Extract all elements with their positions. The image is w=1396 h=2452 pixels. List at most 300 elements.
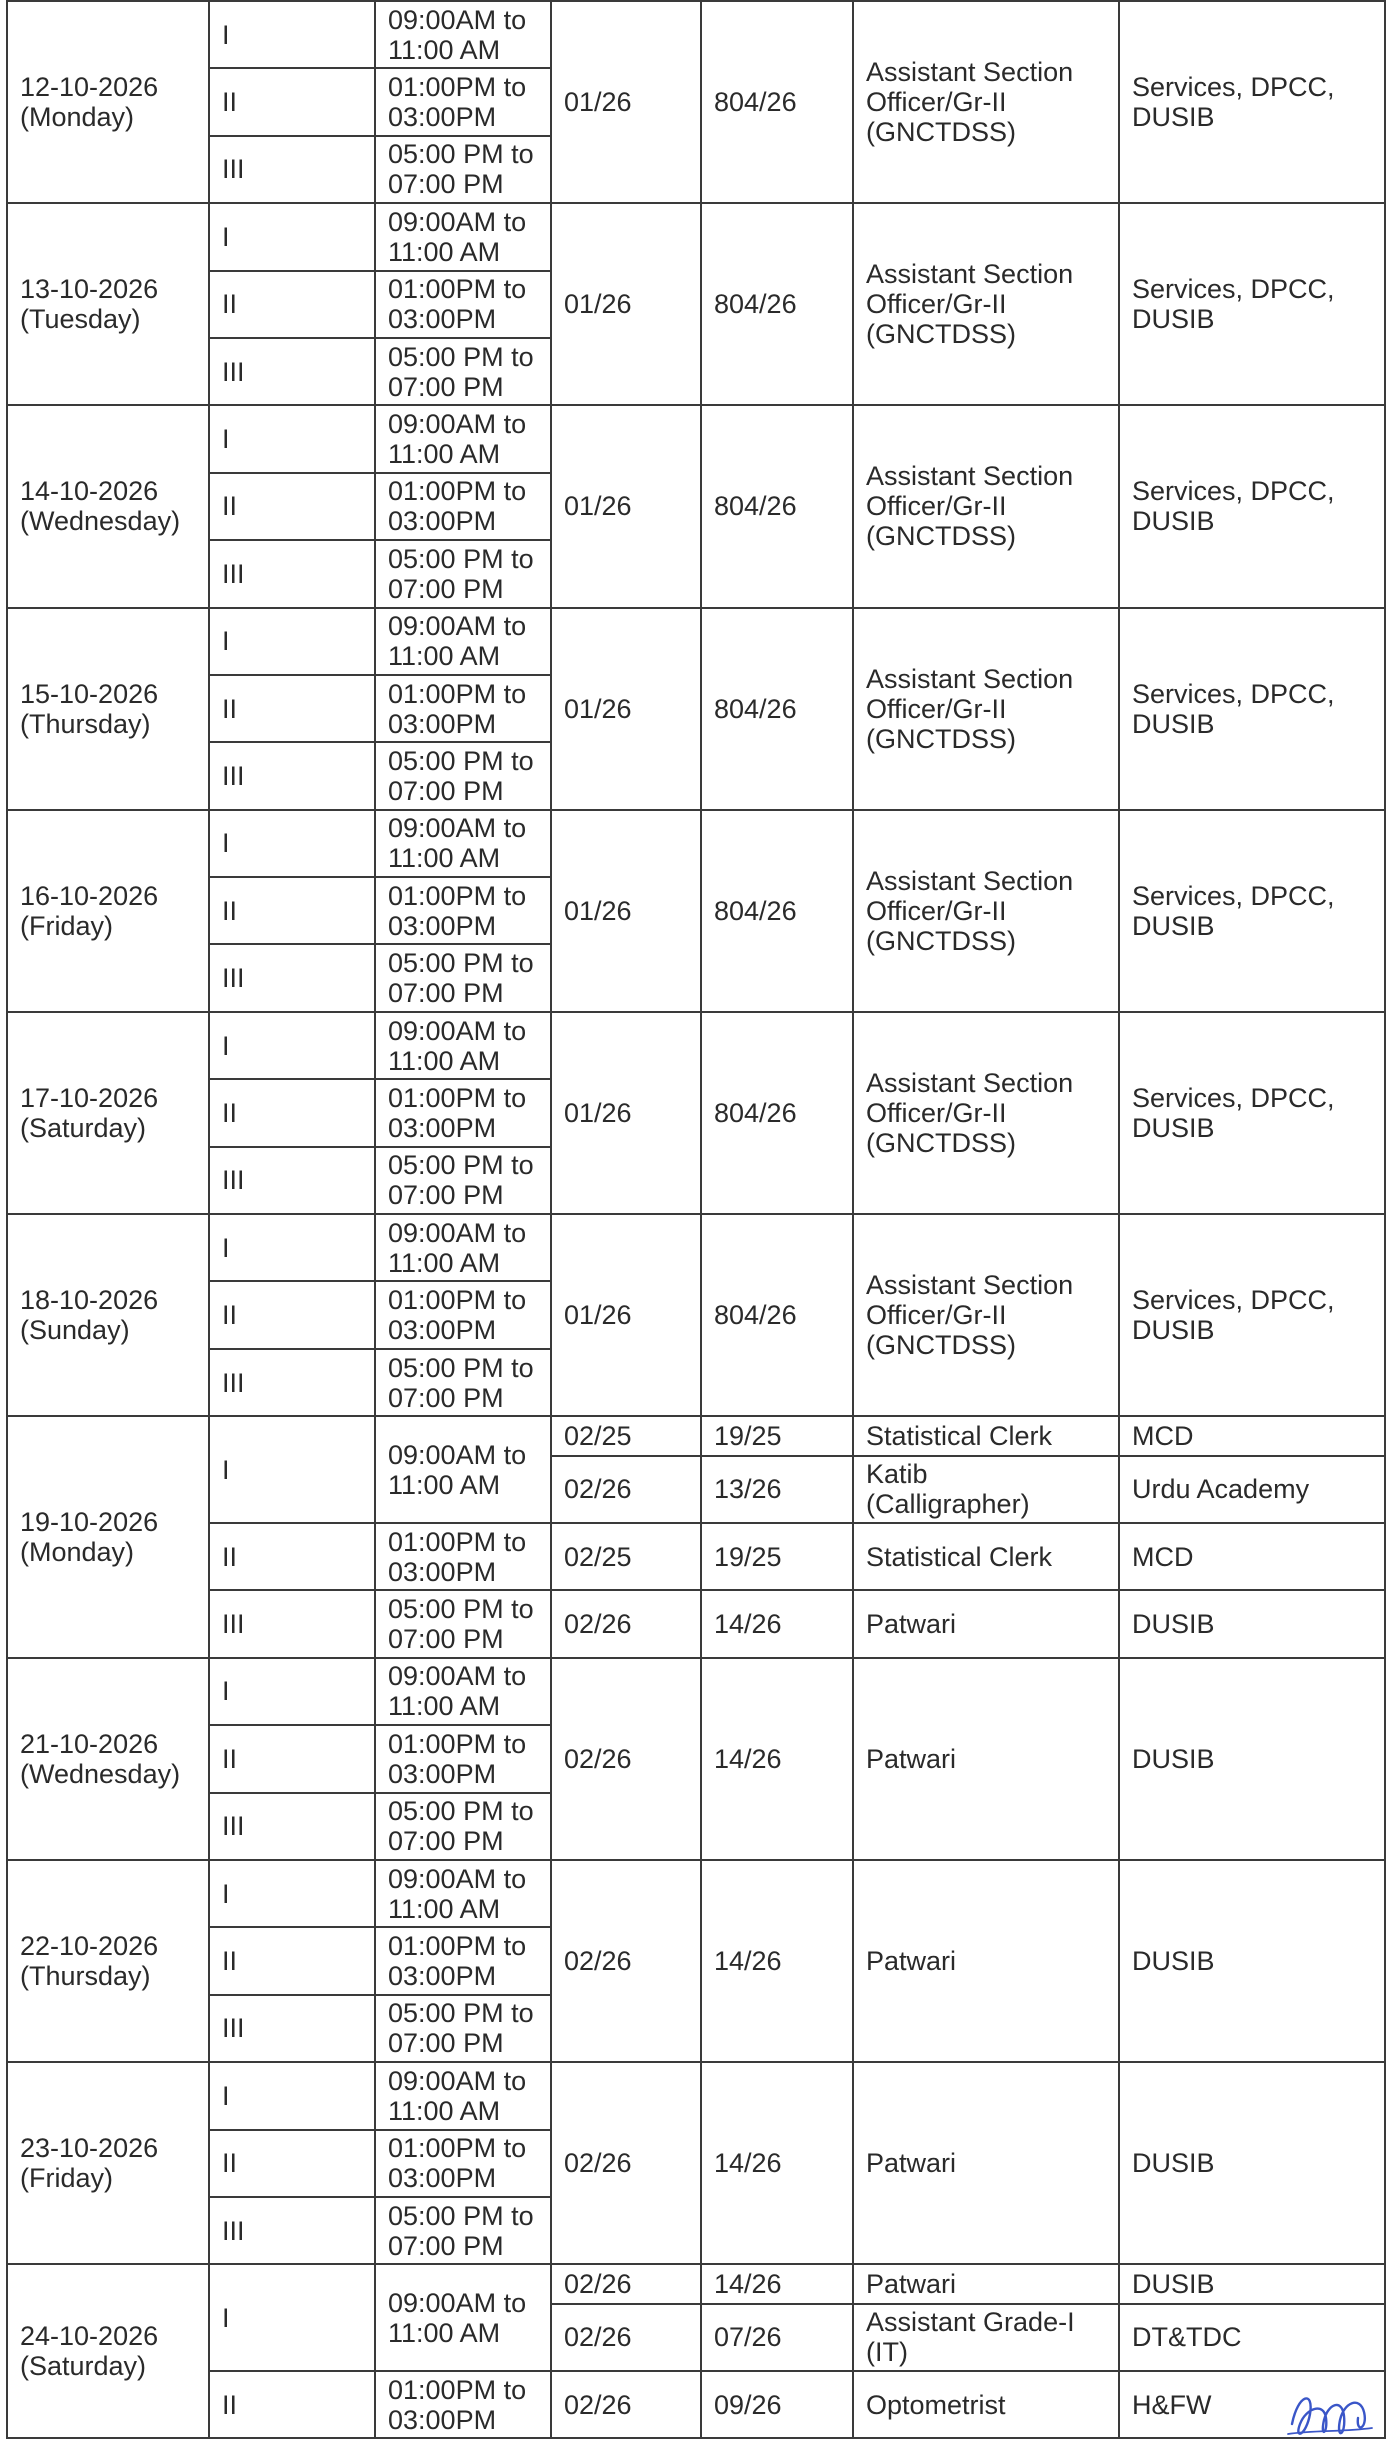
post-name-cell-line: (GNCTDSS) [866,117,1016,148]
time-cell-line: 03:00PM [388,506,497,537]
post-name-cell [853,405,1119,607]
department-cell [1119,1416,1385,1455]
time-cell-line: 05:00 PM to [388,341,534,372]
department-cell [1119,1590,1385,1657]
post-code-cell: 14/26 [701,1860,853,2062]
time-cell-line: 01:00PM to [388,476,527,507]
department-cell [1119,810,1385,1012]
department-cell-line: Services, DPCC, [1132,476,1335,507]
time-cell-line: 03:00PM [388,1315,497,1346]
time-cell-line: 03:00PM [388,1758,497,1789]
time-cell-line: 05:00 PM to [388,1998,534,2029]
time-cell [375,136,551,203]
post-code-cell: 13/26 [701,1456,853,1523]
session-cell: III [209,944,375,1011]
date-cell [7,1,209,203]
table-row [7,1,1385,68]
department-cell [1119,608,1385,810]
date-text: 24-10-2026 [20,2321,159,2352]
time-cell [375,2062,551,2129]
department-cell [1119,1,1385,203]
advt-cell: 02/26 [551,1658,701,1860]
session-cell: III [209,1147,375,1214]
time-cell-line: 01:00PM to [388,274,527,305]
date-text: 13-10-2026 [20,274,159,305]
post-name-cell-line: Assistant Section [866,865,1074,896]
post-name-cell-line: (GNCTDSS) [866,319,1016,350]
department-cell [1119,1523,1385,1590]
post-name-cell [853,203,1119,405]
session-cell: II [209,1725,375,1792]
day-text: (Monday) [20,102,135,133]
date-text: 23-10-2026 [20,2133,159,2164]
post-code-cell: 19/25 [701,1416,853,1455]
post-code-cell: 804/26 [701,1214,853,1416]
time-cell [375,2197,551,2264]
day-text: (Tuesday) [20,304,141,335]
time-cell [375,608,551,675]
department-cell [1119,203,1385,405]
table-row [7,1214,1385,1281]
post-name-cell [853,810,1119,1012]
session-cell: I [209,810,375,877]
time-cell [375,1995,551,2062]
time-cell-line: 09:00AM to [388,409,527,440]
advt-cell: 01/26 [551,608,701,810]
post-name-cell-line: Officer/Gr-II [866,87,1007,118]
post-name-cell-line: Officer/Gr-II [866,289,1007,320]
day-text: (Thursday) [20,708,151,739]
advt-cell: 02/26 [551,1456,701,1523]
session-cell: I [209,1658,375,1725]
time-cell-line: 01:00PM to [388,678,527,709]
time-cell-line: 11:00 AM [388,1893,501,1924]
date-cell [7,608,209,810]
date-text: 14-10-2026 [20,476,159,507]
post-name-cell [853,1012,1119,1214]
department-cell [1119,2062,1385,2264]
table-row [7,1860,1385,1927]
department-cell [1119,1860,1385,2062]
session-cell: III [209,136,375,203]
post-code-cell: 14/26 [701,1658,853,1860]
time-cell [375,1523,551,1590]
date-cell [7,2062,209,2264]
session-cell: II [209,1079,375,1146]
table-row [7,2371,1385,2438]
time-cell-line: 07:00 PM [388,169,504,200]
advt-cell: 02/26 [551,2264,701,2303]
time-cell-line: 07:00 PM [388,1382,504,1413]
table-row [7,1523,1385,1590]
time-cell-line: 07:00 PM [388,978,504,1009]
time-cell-line: 09:00AM to [388,206,527,237]
department-cell-line: H&FW [1132,2389,1212,2420]
day-text: (Wednesday) [20,1758,181,1789]
document-page [6,0,1384,2452]
date-cell [7,1214,209,1416]
time-cell-line: 03:00PM [388,102,497,133]
time-cell-line: 11:00 AM [388,1469,501,1500]
time-cell-line: 11:00 AM [388,843,501,874]
department-cell-line: DUSIB [1132,1315,1215,1346]
post-code-cell: 804/26 [701,810,853,1012]
session-cell: I [209,1860,375,1927]
date-text: 18-10-2026 [20,1285,159,1316]
day-text: (Saturday) [20,2351,147,2382]
post-name-cell [853,2304,1119,2371]
post-name-cell [853,1214,1119,1416]
time-cell-line: 11:00 AM [388,641,501,672]
time-cell [375,1658,551,1725]
post-name-cell-line: Statistical Clerk [866,1420,1053,1451]
day-text: (Saturday) [20,1112,147,1143]
session-cell: I [209,2062,375,2129]
session-cell: I [209,608,375,675]
department-cell-line: Services, DPCC, [1132,1285,1335,1316]
time-cell-line: 09:00AM to [388,2287,527,2318]
session-cell: III [209,1995,375,2062]
session-cell: III [209,2197,375,2264]
time-cell-line: 11:00 AM [388,1045,501,1076]
time-cell [375,405,551,472]
time-cell-line: 03:00PM [388,708,497,739]
time-cell [375,1079,551,1146]
time-cell-line: 05:00 PM to [388,543,534,574]
time-cell [375,203,551,270]
post-name-cell [853,608,1119,810]
time-cell-line: 03:00PM [388,1112,497,1143]
post-code-cell: 07/26 [701,2304,853,2371]
time-cell-line: 09:00AM to [388,813,527,844]
day-text: (Wednesday) [20,506,181,537]
department-cell-line: DUSIB [1132,1743,1215,1774]
advt-cell: 02/25 [551,1416,701,1455]
time-cell-line: 07:00 PM [388,371,504,402]
post-name-cell-line: Assistant Section [866,1067,1074,1098]
day-text: (Monday) [20,1536,135,1567]
exam-schedule-table [6,0,1386,2439]
date-cell [7,1012,209,1214]
post-name-cell-line: (GNCTDSS) [866,925,1016,956]
advt-cell: 01/26 [551,810,701,1012]
department-cell [1119,1012,1385,1214]
post-code-cell: 804/26 [701,203,853,405]
post-name-cell [853,1416,1119,1455]
session-cell: III [209,1590,375,1657]
time-cell-line: 07:00 PM [388,2230,504,2261]
department-cell-line: DUSIB [1132,304,1215,335]
time-cell-line: 09:00AM to [388,611,527,642]
session-cell: II [209,675,375,742]
time-cell-line: 01:00PM to [388,72,527,103]
date-cell [7,810,209,1012]
post-name-cell-line: Assistant Section [866,461,1074,492]
time-cell [375,2130,551,2197]
post-name-cell-line: Patwari [866,1609,957,1640]
time-cell [375,2371,551,2438]
time-cell-line: 11:00 AM [388,1691,501,1722]
time-cell-line: 01:00PM to [388,2133,527,2164]
post-code-cell: 14/26 [701,2264,853,2303]
time-cell-line: 05:00 PM to [388,1150,534,1181]
department-cell [1119,1214,1385,1416]
advt-cell: 01/26 [551,405,701,607]
post-name-cell-line: Patwari [866,2268,957,2299]
time-cell-line: 01:00PM to [388,2374,527,2405]
time-cell [375,1,551,68]
post-name-cell-line: Patwari [866,1946,957,1977]
post-name-cell-line: (IT) [866,2337,908,2368]
post-name-cell [853,1523,1119,1590]
time-cell-line: 05:00 PM to [388,1352,534,1383]
department-cell-line: Services, DPCC, [1132,678,1335,709]
table-row [7,1590,1385,1657]
time-cell-line: 03:00PM [388,2163,497,2194]
session-cell: I [209,1,375,68]
post-name-cell-line: (Calligrapher) [866,1489,1030,1520]
date-text: 17-10-2026 [20,1082,159,1113]
time-cell-line: 09:00AM to [388,2065,527,2096]
time-cell [375,1416,551,1523]
time-cell-line: 03:00PM [388,304,497,335]
day-text: (Friday) [20,2163,113,2194]
time-cell-line: 05:00 PM to [388,1796,534,1827]
session-cell: II [209,1281,375,1348]
time-cell-line: 03:00PM [388,1556,497,1587]
session-cell: III [209,338,375,405]
date-text: 19-10-2026 [20,1506,159,1537]
date-cell [7,2264,209,2438]
time-cell-line: 05:00 PM to [388,948,534,979]
time-cell-line: 11:00 AM [388,34,501,65]
post-code-cell: 804/26 [701,405,853,607]
session-cell: II [209,1523,375,1590]
time-cell-line: 09:00AM to [388,1439,527,1470]
advt-cell: 02/26 [551,2062,701,2264]
post-name-cell-line: (GNCTDSS) [866,1330,1016,1361]
advt-cell: 02/26 [551,1860,701,2062]
post-name-cell-line: Officer/Gr-II [866,693,1007,724]
time-cell [375,1860,551,1927]
session-cell: III [209,1349,375,1416]
session-cell: I [209,2264,375,2371]
date-text: 22-10-2026 [20,1931,159,1962]
time-cell-line: 09:00AM to [388,4,527,35]
post-code-cell: 09/26 [701,2371,853,2438]
post-name-cell-line: Officer/Gr-II [866,895,1007,926]
department-cell-line: Services, DPCC, [1132,880,1335,911]
post-name-cell [853,1,1119,203]
session-cell: II [209,68,375,135]
department-cell-line: DUSIB [1132,2148,1215,2179]
table-row [7,2264,1385,2303]
post-code-cell: 14/26 [701,2062,853,2264]
department-cell-line: DUSIB [1132,1946,1215,1977]
time-cell-line: 01:00PM to [388,1082,527,1113]
time-cell-line: 07:00 PM [388,1826,504,1857]
time-cell [375,1012,551,1079]
table-row [7,203,1385,270]
time-cell [375,473,551,540]
session-cell: I [209,203,375,270]
post-name-cell [853,1658,1119,1860]
post-code-cell: 804/26 [701,608,853,810]
time-cell [375,742,551,809]
post-name-cell-line: Officer/Gr-II [866,1097,1007,1128]
post-name-cell [853,2264,1119,2303]
session-cell: I [209,1214,375,1281]
post-name-cell-line: Assistant Section [866,663,1074,694]
department-cell [1119,1456,1385,1523]
time-cell [375,271,551,338]
date-cell [7,1416,209,1658]
department-cell-line: Services, DPCC, [1132,1082,1335,1113]
department-cell-line: DT&TDC [1132,2322,1242,2353]
time-cell-line: 05:00 PM to [388,2200,534,2231]
time-cell-line: 05:00 PM to [388,745,534,776]
department-cell [1119,2264,1385,2303]
time-cell [375,877,551,944]
post-name-cell [853,2371,1119,2438]
time-cell-line: 09:00AM to [388,1863,527,1894]
advt-cell: 01/26 [551,1214,701,1416]
session-cell: III [209,742,375,809]
time-cell [375,2264,551,2371]
time-cell [375,1590,551,1657]
day-text: (Sunday) [20,1315,130,1346]
session-cell: II [209,271,375,338]
date-cell [7,203,209,405]
time-cell-line: 05:00 PM to [388,139,534,170]
time-cell-line: 07:00 PM [388,2028,504,2059]
time-cell [375,1793,551,1860]
post-name-cell-line: Assistant Section [866,1270,1074,1301]
session-cell: I [209,1416,375,1523]
advt-cell: 01/26 [551,1,701,203]
advt-cell: 02/26 [551,2371,701,2438]
session-cell: III [209,540,375,607]
time-cell-line: 03:00PM [388,2404,497,2435]
advt-cell: 01/26 [551,1012,701,1214]
time-cell-line: 09:00AM to [388,1217,527,1248]
time-cell [375,540,551,607]
table-row [7,1416,1385,1455]
table-row [7,405,1385,472]
time-cell-line: 09:00AM to [388,1015,527,1046]
time-cell-line: 01:00PM to [388,1728,527,1759]
date-text: 15-10-2026 [20,678,159,709]
advt-cell: 02/26 [551,2304,701,2371]
time-cell [375,1281,551,1348]
department-cell-line: DUSIB [1132,1112,1215,1143]
post-name-cell-line: Assistant Grade-I [866,2307,1075,2338]
time-cell-line: 11:00 AM [388,1247,501,1278]
department-cell-line: MCD [1132,1420,1194,1451]
date-cell [7,405,209,607]
time-cell-line: 09:00AM to [388,1661,527,1692]
department-cell-line: DUSIB [1132,1609,1215,1640]
session-cell: I [209,405,375,472]
post-code-cell: 804/26 [701,1,853,203]
session-cell: III [209,1793,375,1860]
time-cell [375,1927,551,1994]
department-cell-line: DUSIB [1132,102,1215,133]
table-row [7,608,1385,675]
department-cell [1119,405,1385,607]
time-cell-line: 01:00PM to [388,1931,527,1962]
post-name-cell-line: (GNCTDSS) [866,1127,1016,1158]
advt-cell: 02/26 [551,1590,701,1657]
date-text: 16-10-2026 [20,880,159,911]
date-text: 12-10-2026 [20,72,159,103]
post-name-cell-line: Optometrist [866,2389,1006,2420]
post-name-cell-line: Patwari [866,1743,957,1774]
department-cell-line: MCD [1132,1541,1194,1572]
time-cell-line: 03:00PM [388,1961,497,1992]
department-cell-line: DUSIB [1132,708,1215,739]
department-cell-line: Urdu Academy [1132,1474,1310,1505]
session-cell: II [209,2130,375,2197]
time-cell-line: 05:00 PM to [388,1594,534,1625]
department-cell-line: DUSIB [1132,910,1215,941]
department-cell-line: Services, DPCC, [1132,72,1335,103]
time-cell [375,1725,551,1792]
department-cell-line: Services, DPCC, [1132,274,1335,305]
date-cell [7,1860,209,2062]
session-cell: II [209,473,375,540]
post-code-cell: 804/26 [701,1012,853,1214]
time-cell-line: 01:00PM to [388,880,527,911]
date-cell [7,1658,209,1860]
post-name-cell-line: (GNCTDSS) [866,521,1016,552]
advt-cell: 02/25 [551,1523,701,1590]
session-cell: II [209,877,375,944]
post-name-cell-line: Statistical Clerk [866,1541,1053,1572]
table-row [7,1012,1385,1079]
time-cell-line: 07:00 PM [388,1180,504,1211]
time-cell [375,338,551,405]
time-cell-line: 03:00PM [388,910,497,941]
post-name-cell [853,1860,1119,2062]
time-cell-line: 07:00 PM [388,775,504,806]
session-cell: II [209,2371,375,2438]
time-cell [375,68,551,135]
table-row [7,1658,1385,1725]
post-code-cell: 14/26 [701,1590,853,1657]
department-cell [1119,2304,1385,2371]
session-cell: I [209,1012,375,1079]
time-cell-line: 01:00PM to [388,1526,527,1557]
post-code-cell: 19/25 [701,1523,853,1590]
time-cell [375,1349,551,1416]
advt-cell: 01/26 [551,203,701,405]
post-name-cell-line: Officer/Gr-II [866,1300,1007,1331]
time-cell-line: 11:00 AM [388,236,501,267]
day-text: (Thursday) [20,1961,151,1992]
day-text: (Friday) [20,910,113,941]
post-name-cell-line: (GNCTDSS) [866,723,1016,754]
department-cell-line: DUSIB [1132,506,1215,537]
signature [1284,2384,1376,2448]
department-cell-line: DUSIB [1132,2268,1215,2299]
time-cell-line: 11:00 AM [388,2317,501,2348]
date-text: 21-10-2026 [20,1728,159,1759]
table-row [7,810,1385,877]
time-cell [375,810,551,877]
post-name-cell-line: Assistant Section [866,259,1074,290]
post-name-cell [853,1456,1119,1523]
